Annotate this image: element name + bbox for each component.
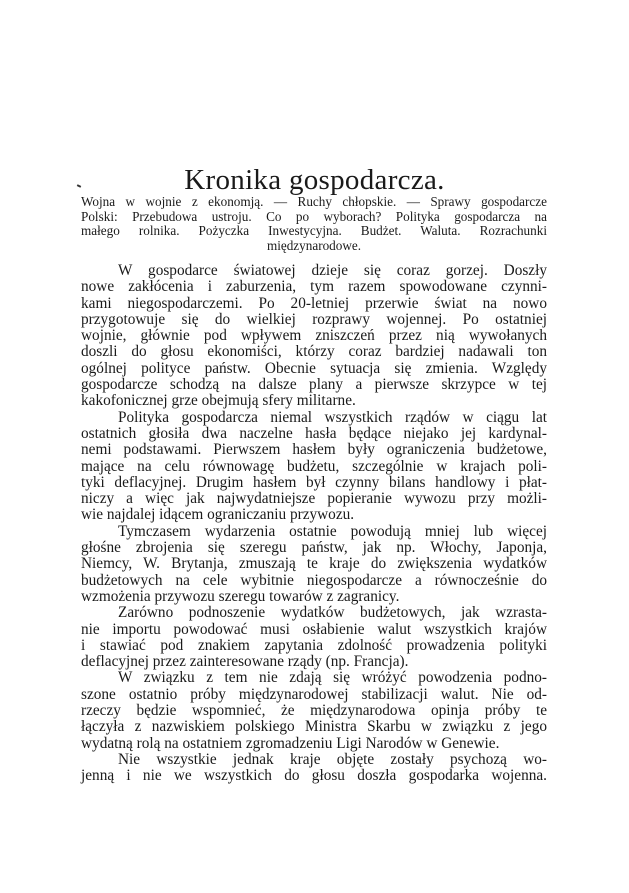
paragraph-line: wydatną rolą na ostatniem zgromadzeniu Ligi Narodów w Genewie. xyxy=(81,734,500,752)
paragraph-line: kakofonicznej grze obejmują sfery militarne. xyxy=(81,392,356,410)
paragraph-line: Niemcy, W. Brytanja, zmuszają te kraje do zwiększenia wydatków xyxy=(81,555,547,573)
paragraph-line: Zarówno podnoszenie wydatków budżetowych, jak wzrasta- xyxy=(118,604,547,622)
paragraph-line: łączyła z nazwiskiem polskiego Ministra Skarbu w związku z jego xyxy=(81,718,547,736)
paragraph-line: głośne zbrojenia się szeregu państw, jak np. Włochy, Japonja, xyxy=(81,539,547,557)
chapter-summary xyxy=(81,195,547,253)
paragraph-line: nemi podstawami. Pierwszem hasłem były ograniczenia budżetowe, xyxy=(81,441,547,459)
paragraph xyxy=(81,670,547,751)
paragraph xyxy=(81,410,547,524)
paragraph-line: Nie wszystkie jednak kraje objęte zostały psychozą wo- xyxy=(118,750,547,768)
paragraph xyxy=(81,752,547,785)
summary-line: małego rolnika. Pożyczka Inwestycyjna. Budżet. Waluta. Rozrachunki xyxy=(81,223,547,239)
paragraph-line: W związku z tem nie zdają się wróżyć powodzenia podno- xyxy=(118,669,547,687)
paragraph-line: nie importu powodować musi osłabienie walut wszystkich krajów xyxy=(81,620,547,638)
paragraph-line: wie najdalej idącem ograniczaniu przywozu. xyxy=(81,506,355,524)
paragraph-line: budżetowych na cele wybitnie niegospodarcze a równocześnie do xyxy=(81,571,547,589)
paragraph-line: Tymczasem wydarzenia ostatnie powodują mniej lub więcej xyxy=(118,522,547,540)
paragraph-line: deflacyjnej przez zainteresowane rządy (np. Francja). xyxy=(81,653,409,671)
article-body xyxy=(81,263,547,785)
paragraph-line: tyki deflacyjnej. Drugim hasłem był czynny bilans handlowy i płat- xyxy=(81,473,547,491)
paragraph-line: W gospodarce światowej dzieje się coraz gorzej. Doszły xyxy=(118,262,547,279)
paragraph-line: przygotowuje się do wielkiej rozprawy wojennej. Po ostatniej xyxy=(81,310,547,328)
paragraph-line: niczy a więc jak najwydatniejsze popieranie wywozu przy możli- xyxy=(81,490,547,508)
paragraph-line: Polityka gospodarcza niemal wszystkich rządów w ciągu lat xyxy=(118,408,547,426)
paragraph-line: wojnie, głównie pod wpływem zniszczeń przez nią wywołanych xyxy=(81,327,547,345)
paragraph-line: jenną i nie we wszystkich do głosu doszła gospodarka wojenna. xyxy=(81,767,547,785)
summary-line: międzynarodowe. xyxy=(266,237,362,253)
paragraph-line: ogólnej polityce państw. Obecnie sytuacja się zmienia. Względy xyxy=(81,359,547,377)
summary-line: Wojna w wojnie z ekonomją. — Ruchy chłopskie. — Sprawy gospodarcze xyxy=(81,194,547,209)
paragraph-line: rzeczy będzie wspomnieć, że międzynarodowa opinja próby te xyxy=(81,702,547,720)
paragraph-line: nowe zakłócenia i zaburzenia, tym razem spowodowane czynni- xyxy=(81,278,547,296)
paragraph xyxy=(81,605,547,670)
paragraph-line: kami niegospodarczemi. Po 20-letniej przerwie świat na nowo xyxy=(81,294,547,312)
paragraph-line: doszli do głosu ekonomiści, którzy coraz bardziej nadawali ton xyxy=(81,343,547,361)
paragraph xyxy=(81,263,547,410)
paragraph-line: i stawiać pod znakiem zapytania zdolność prowadzenia polityki xyxy=(81,636,547,654)
summary-line: Polski: Przebudowa ustroju. Co po wyborach? Polityka gospodarcza na xyxy=(81,208,547,224)
paragraph-line: gospodarcze schodzą na dalsze plany a pierwsze skrzypce w tej xyxy=(81,376,547,394)
paragraph-line: szone ostatnio próby międzynarodowej stabilizacji walut. Nie od- xyxy=(81,685,547,703)
paragraph-line: ostatnich głosiła dwa naczelne hasła będące niejako jej kardynal- xyxy=(81,424,547,442)
paragraph-line: mające na celu równowagę budżetu, szczególnie w krajach poli- xyxy=(81,457,547,475)
page-title: Kronika gospodarcza. xyxy=(184,164,445,196)
paragraph xyxy=(81,524,547,605)
paragraph-line: wzmożenia przywozu szeregu towarów z zagranicy. xyxy=(81,587,400,605)
